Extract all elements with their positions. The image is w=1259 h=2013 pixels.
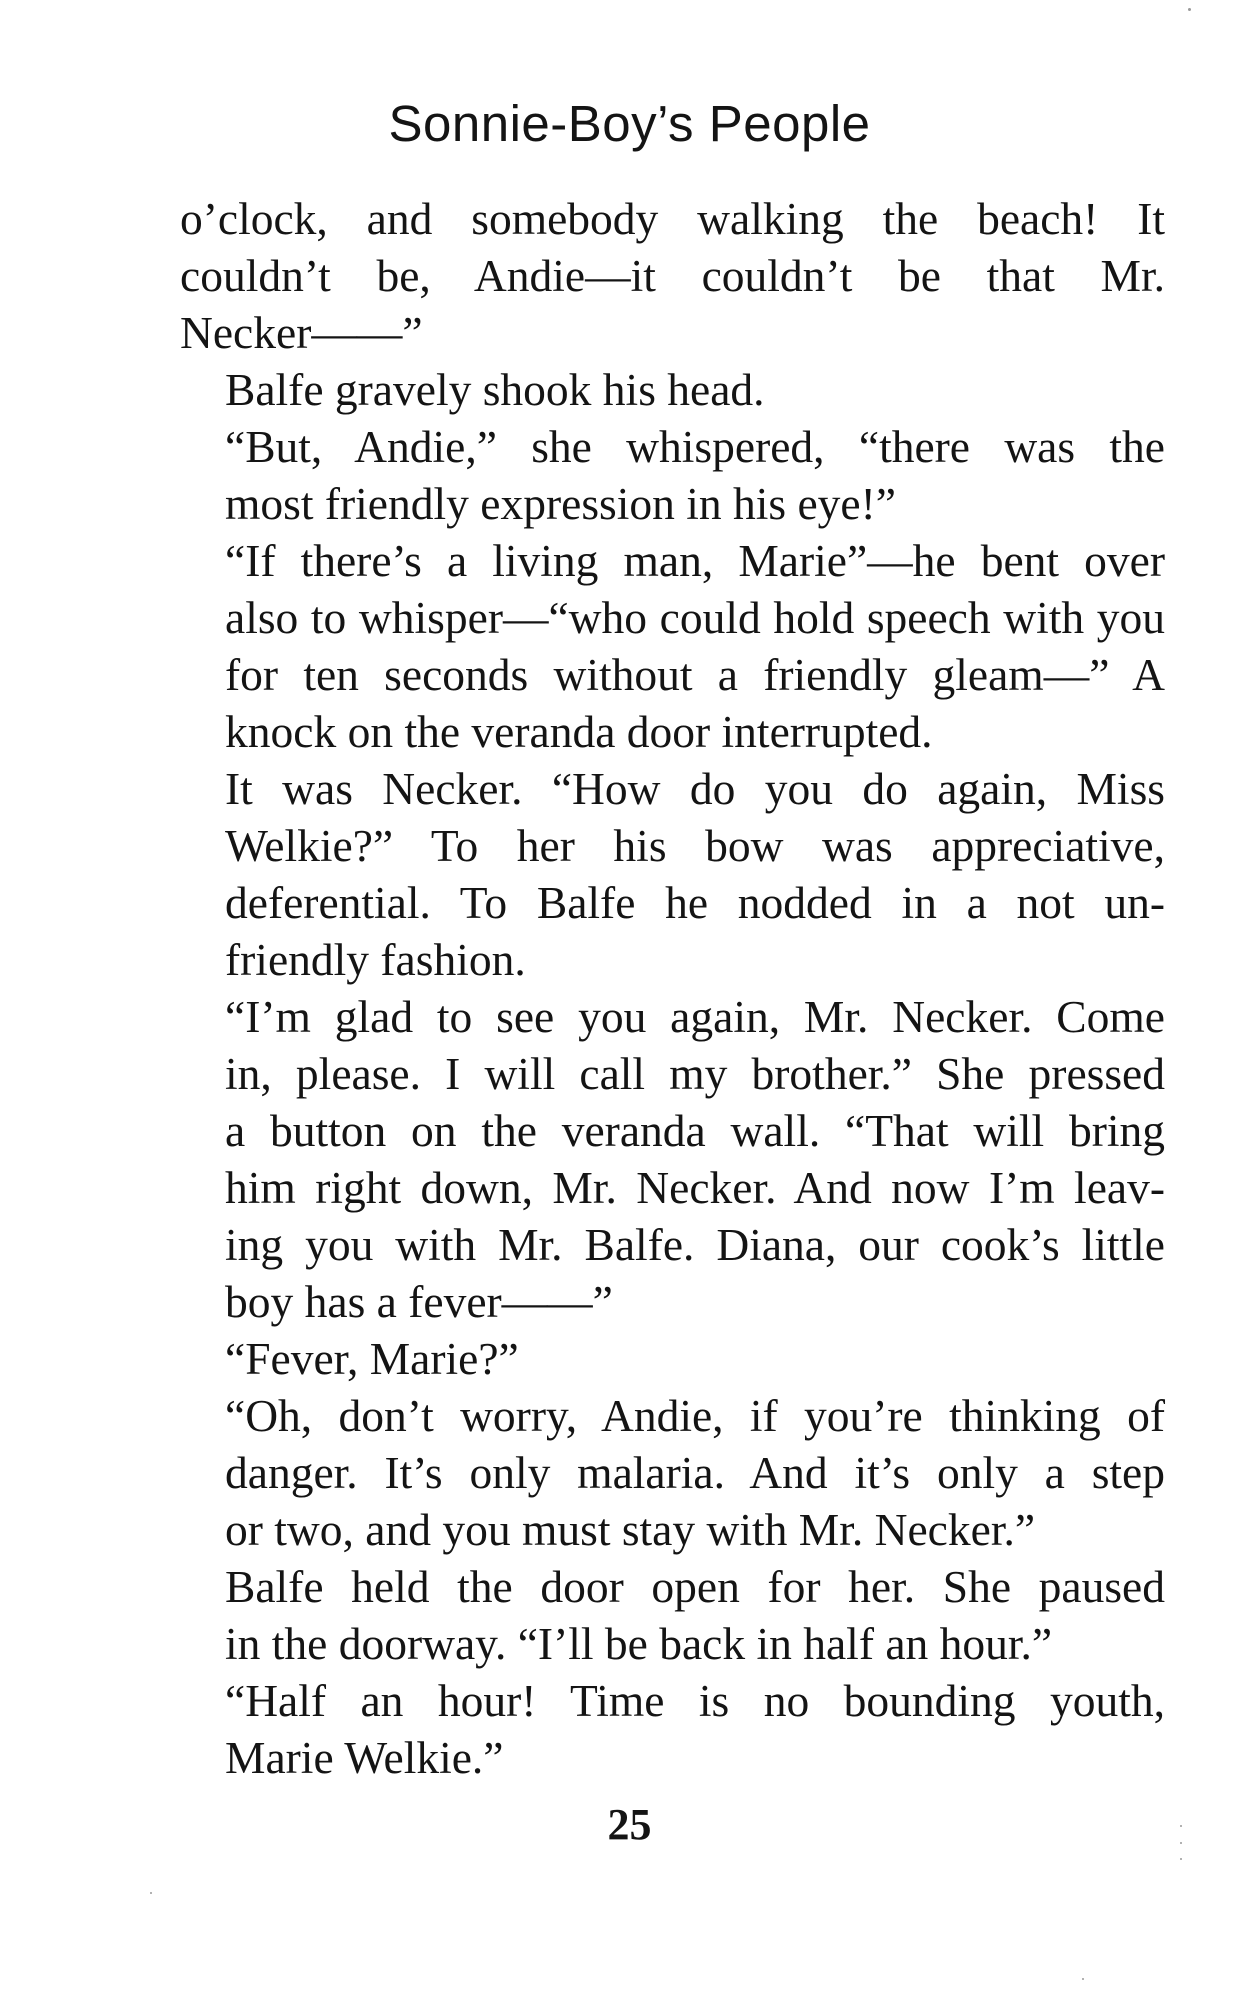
paragraph <box>180 532 1165 760</box>
text-line: a button on the veranda wall. “That will bring <box>225 1105 1165 1156</box>
paper-speck <box>1180 1842 1182 1844</box>
paragraph <box>180 1558 1165 1672</box>
paragraph <box>180 1330 1165 1387</box>
text-line: “Fever, Marie?” <box>225 1333 519 1384</box>
paper-speck <box>1180 1825 1182 1827</box>
page-number: 25 <box>607 1800 652 1849</box>
text-line: Necker——” <box>180 307 423 358</box>
running-head: Sonnie-Boy’s People <box>388 95 871 152</box>
paragraph <box>180 1387 1165 1558</box>
text-line: “Half an hour! Time is no bounding youth, <box>225 1675 1165 1726</box>
text-line: in, please. I will call my brother.” She pressed <box>225 1048 1165 1099</box>
text-line: boy has a fever——” <box>225 1276 613 1327</box>
paragraph <box>180 988 1165 1330</box>
body-text <box>180 190 1165 1786</box>
text-line: “If there’s a living man, Marie”—he bent over <box>225 535 1165 586</box>
text-line: friendly fashion. <box>225 934 526 985</box>
paper-speck <box>1188 8 1191 11</box>
text-line: It was Necker. “How do you do again, Miss <box>225 763 1165 814</box>
text-line: for ten seconds without a friendly gleam—” A <box>225 649 1165 700</box>
text-line: Balfe held the door open for her. She paused <box>225 1561 1165 1612</box>
paragraph <box>180 760 1165 988</box>
paragraph <box>180 1672 1165 1786</box>
text-line: knock on the veranda door interrupted. <box>225 706 933 757</box>
text-line: deferential. To Balfe he nodded in a not un- <box>225 877 1165 928</box>
text-line: couldn’t be, Andie—it couldn’t be that Mr. <box>180 250 1165 301</box>
text-line: also to whisper—“who could hold speech with you <box>225 592 1165 643</box>
paper-speck <box>150 1892 152 1894</box>
text-line: danger. It’s only malaria. And it’s only a step <box>225 1447 1165 1498</box>
text-line: “But, Andie,” she whispered, “there was the <box>225 421 1165 472</box>
paper-speck <box>1082 1978 1084 1980</box>
text-line: in the doorway. “I’ll be back in half an hour.” <box>225 1618 1053 1669</box>
text-line: Welkie?” To her his bow was appreciative, <box>225 820 1165 871</box>
paragraph <box>180 361 1165 418</box>
paragraph <box>180 418 1165 532</box>
text-line: or two, and you must stay with Mr. Necker.” <box>225 1504 1036 1555</box>
text-line: Balfe gravely shook his head. <box>225 364 765 415</box>
text-line: him right down, Mr. Necker. And now I’m leav- <box>225 1162 1165 1213</box>
text-line: o’clock, and somebody walking the beach! It <box>180 193 1165 244</box>
text-line: ing you with Mr. Balfe. Diana, our cook’s little <box>225 1219 1165 1270</box>
paragraph <box>180 190 1165 361</box>
text-line: most friendly expression in his eye!” <box>225 478 896 529</box>
paper-speck <box>1180 1858 1182 1860</box>
text-line: Marie Welkie.” <box>225 1732 504 1783</box>
text-line: “Oh, don’t worry, Andie, if you’re thinking of <box>225 1390 1165 1441</box>
text-line: “I’m glad to see you again, Mr. Necker. Come <box>225 991 1165 1042</box>
